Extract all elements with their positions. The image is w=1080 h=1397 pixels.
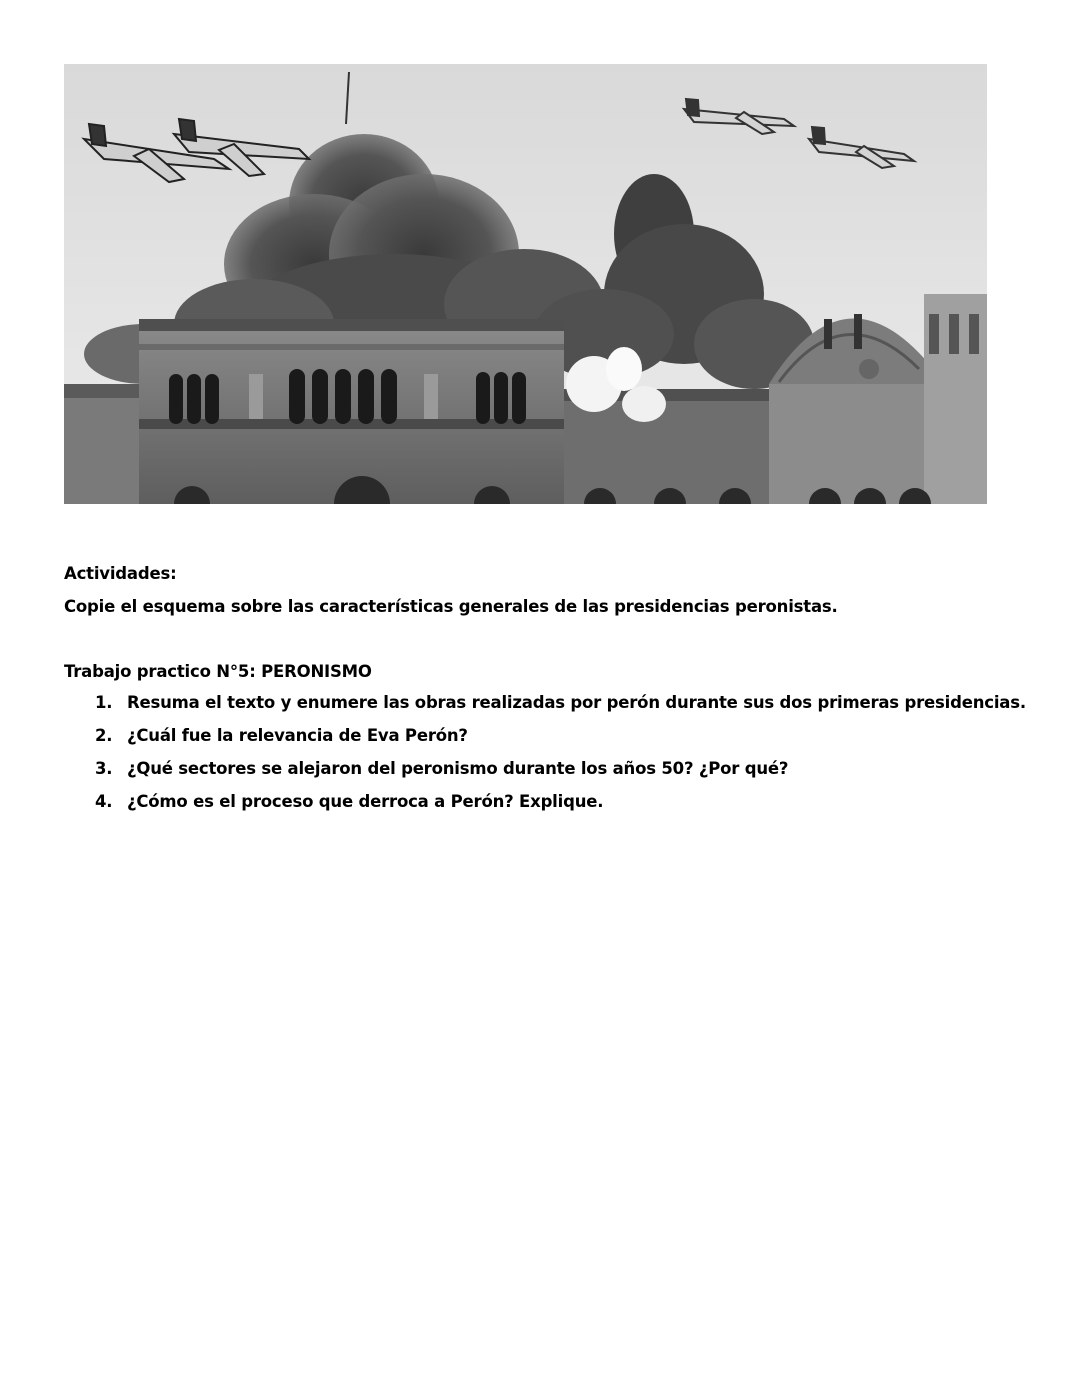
question-number: 2. [95, 726, 113, 745]
practical-work-heading: Trabajo practico N°5: PERONISMO [64, 662, 372, 681]
list-item [64, 791, 1044, 824]
question-text: ¿Cómo es el proceso que derroca a Perón? Explique. [127, 792, 604, 811]
question-text: Resuma el texto y enumere las obras realizadas por perón durante sus dos primeras presidencias. [127, 693, 1026, 712]
activities-instruction: Copie el esquema sobre las características generales de las presidencias peronistas. [64, 597, 838, 616]
main-building [139, 319, 564, 504]
question-number: 4. [95, 792, 113, 811]
question-text: ¿Qué sectores se alejaron del peronismo durante los años 50? ¿Por qué? [127, 759, 789, 778]
question-number: 1. [95, 693, 113, 712]
historical-photo [64, 64, 987, 504]
photo-illustration [64, 64, 987, 504]
question-list [64, 692, 1044, 824]
question-text: ¿Cuál fue la relevancia de Eva Perón? [127, 726, 468, 745]
left-wing [64, 394, 144, 504]
activities-heading: Actividades: [64, 564, 177, 583]
list-item [64, 758, 1044, 791]
question-number: 3. [95, 759, 113, 778]
list-item [64, 692, 1044, 725]
list-item [64, 725, 1044, 758]
